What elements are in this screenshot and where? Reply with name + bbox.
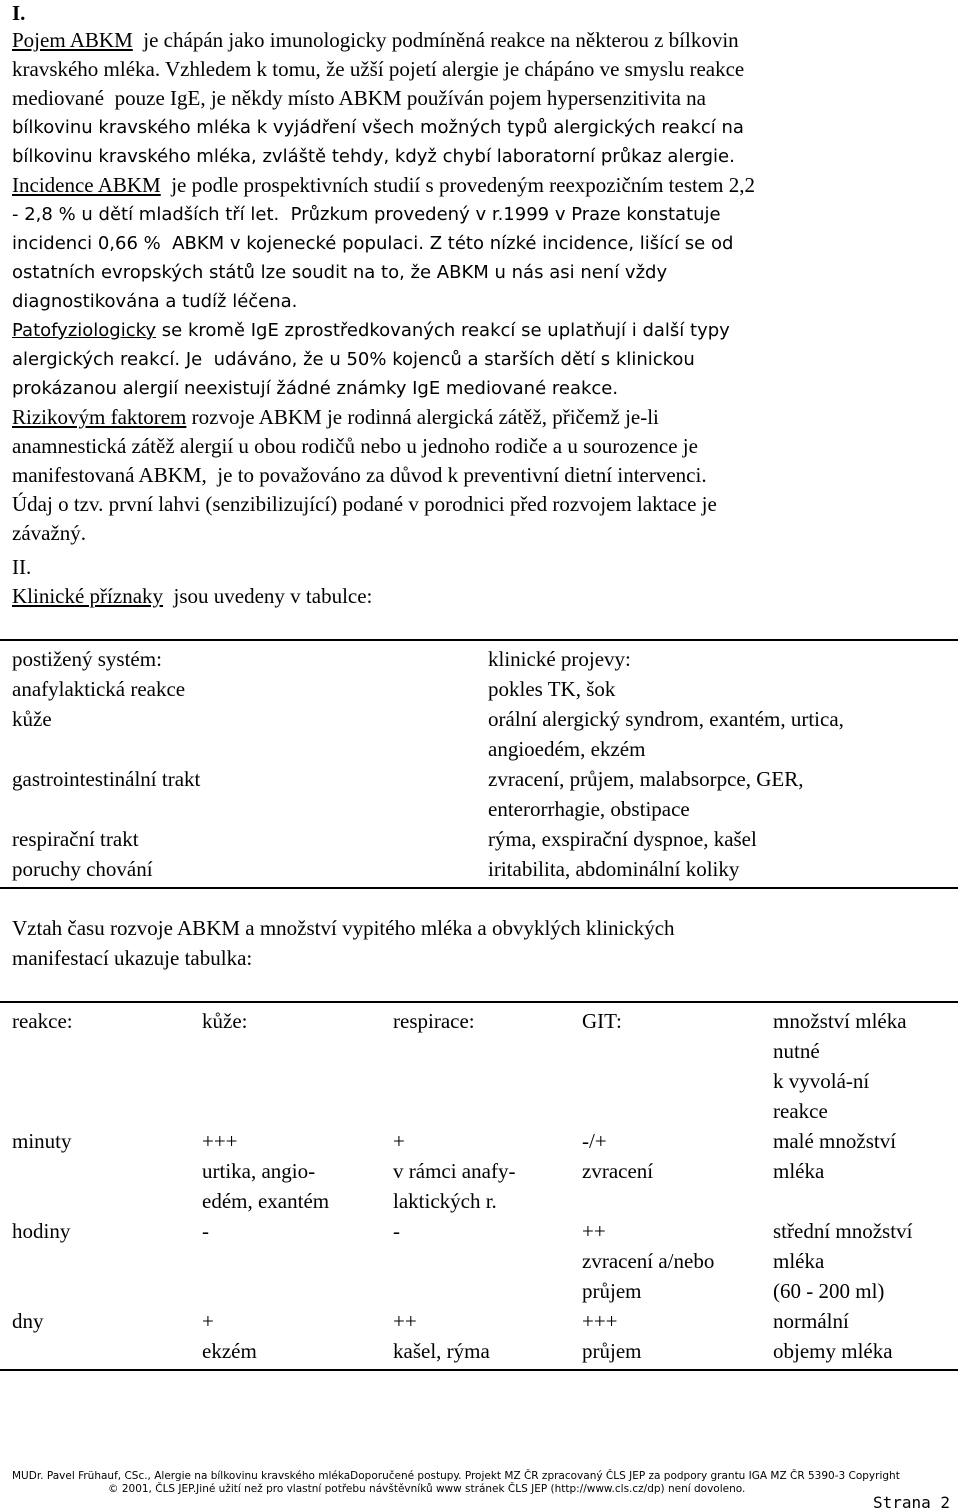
paragraph-line	[12, 490, 717, 519]
line-text: alergických reakcí. Je udáváno, že u 50% kojenců a starších dětí s klinickou	[12, 349, 695, 370]
line-text: se kromě IgE zprostředkovaných reakcí se uplatňují i další typy	[156, 320, 730, 341]
line-text: prokázanou alergií neexistují žádné známky IgE mediované reakce.	[12, 378, 619, 399]
table-cell: -/+ zvracení	[582, 1129, 654, 1183]
underlined-term: Incidence ABKM	[12, 173, 161, 197]
underlined-term: Rizikovým faktorem	[12, 405, 187, 429]
table-cell-system: respirační trakt	[12, 827, 139, 851]
table-cell: + v rámci anafy- laktických r.	[393, 1129, 516, 1213]
footer-line-2: © 2001, ČLS JEP.Jiné užití než pro vlastní potřebu návštěvníků www stránek ČLS JEP (http://www.cls.cz/dp) není dovoleno.	[108, 1483, 746, 1495]
paragraph-line	[12, 461, 707, 490]
line-text: závažný.	[12, 521, 87, 545]
line-text: - 2,8 % u dětí mladších tří let. Průzkum provedený v r.1999 v Praze konstatuje	[12, 204, 721, 225]
table-cell-system: kůže	[12, 707, 52, 731]
table-cell-symptoms: rýma, exspirační dyspnoe, kašel	[488, 827, 757, 851]
table-cell: +++ urtika, angio- edém, exantém	[202, 1129, 330, 1213]
table-cell-system: postižený systém:	[12, 647, 162, 671]
table-cell-system: poruchy chování	[12, 857, 153, 881]
timing-table	[0, 1001, 958, 1371]
table-cell: malé množství mléka	[773, 1129, 897, 1183]
table-cell: reakce:	[12, 1009, 73, 1033]
line-text: manifestovaná ABKM, je to považováno za důvod k preventivní dietní intervenci.	[12, 463, 707, 487]
line-text: je chápán jako imunologicky podmíněná reakce na některou z bílkovin	[132, 28, 739, 52]
paragraph-line	[12, 403, 659, 432]
table-cell-symptoms: orální alergický syndrom, exantém, urtica, angioedém, ekzém	[488, 707, 844, 761]
page-number: Strana 2	[872, 1493, 950, 1512]
paragraph-line	[12, 113, 744, 142]
line-text: ostatních evropských států lze soudit na to, že ABKM u nás asi není vždy	[12, 262, 668, 283]
paragraph-line	[12, 229, 733, 258]
table-cell: kůže:	[202, 1009, 248, 1033]
table-cell: GIT:	[582, 1009, 622, 1033]
line-text: bílkovinu kravského mléka k vyjádření všech možných typů alergických reakcí na	[12, 117, 744, 138]
table-cell: + ekzém	[202, 1309, 257, 1363]
table-cell: normální objemy mléka	[773, 1309, 893, 1363]
paragraph-line	[12, 26, 739, 55]
paragraph-line	[12, 519, 86, 548]
paragraph-line	[12, 142, 735, 171]
underlined-term: Pojem ABKM	[12, 28, 133, 52]
table-cell: ++ kašel, rýma	[393, 1309, 490, 1363]
line-text: kravského mléka. Vzhledem k tomu, že užší pojetí alergie je chápáno ve smyslu reakce	[12, 57, 745, 81]
klinicke-underlined: Klinické příznaky	[12, 584, 164, 608]
paragraph-line	[12, 432, 698, 461]
table-cell: množství mléka nutné k vyvolá-ní reakce	[773, 1009, 907, 1123]
line-text: rozvoje ABKM je rodinná alergická zátěž, přičemž je-li	[186, 405, 659, 429]
paragraph-line	[12, 258, 667, 287]
paragraph-line	[12, 84, 706, 113]
table-cell: dny	[12, 1309, 44, 1333]
line-text: incidenci 0,66 % ABKM v kojenecké populaci. Z této nízké incidence, lišící se od	[12, 233, 734, 254]
table-cell: střední množství mléka (60 - 200 ml)	[773, 1219, 913, 1303]
table-cell: -	[393, 1219, 400, 1243]
paragraph-line	[12, 200, 721, 229]
klinicke-text: jsou uvedeny v tabulce:	[163, 584, 373, 608]
footer-line-1: MUDr. Pavel Frühauf, CSc., Alergie na bílkovinu kravského mlékaDoporučené postupy. Projekt MZ ČR zpracovaný ČLS JEP za podpory grantu IGA MZ ČR 5390-3 Copyright	[12, 1470, 900, 1482]
vztah-line-1: Vztah času rozvoje ABKM a množství vypitého mléka a obvyklých klinických	[12, 916, 675, 940]
table-cell: +++ průjem	[582, 1309, 642, 1363]
line-text: anamnestická zátěž alergií u obou rodičů nebo u jednoho rodiče a u sourozence je	[12, 434, 698, 458]
paragraph-line	[12, 345, 695, 374]
table-cell: respirace:	[393, 1009, 475, 1033]
section-heading-2: II.	[12, 555, 32, 579]
line-text: diagnostikována a tudíž léčena.	[12, 291, 298, 312]
table-cell-symptoms: klinické projevy:	[488, 647, 631, 671]
table-cell-system: anafylaktická reakce	[12, 677, 186, 701]
table-cell: ++ zvracení a/nebo průjem	[582, 1219, 715, 1303]
vztah-line-2: manifestací ukazuje tabulka:	[12, 946, 253, 970]
paragraph-line	[12, 55, 744, 84]
table-cell: minuty	[12, 1129, 72, 1153]
symptoms-table	[0, 639, 958, 889]
paragraph-line	[12, 287, 297, 316]
underlined-term: Patofyziologicky	[12, 320, 157, 341]
klinicke-line	[12, 582, 372, 611]
paragraph-line	[12, 374, 618, 403]
line-text: je podle prospektivních studií s provedeným reexpozičním testem 2,2	[160, 173, 756, 197]
table-cell-symptoms: iritabilita, abdominální koliky	[488, 857, 740, 881]
line-text: mediované pouze IgE, je někdy místo ABKM používán pojem hypersenzitivita na	[12, 86, 707, 110]
table-cell-system: gastrointestinální trakt	[12, 767, 201, 791]
table-cell: hodiny	[12, 1219, 71, 1243]
paragraph-line	[12, 171, 755, 200]
paragraph-line	[12, 316, 730, 345]
table-cell-symptoms: pokles TK, šok	[488, 677, 616, 701]
line-text: bílkovinu kravského mléka, zvláště tehdy, když chybí laboratorní průkaz alergie.	[12, 146, 735, 167]
table-cell-symptoms: zvracení, průjem, malabsorpce, GER, enterorrhagie, obstipace	[488, 767, 804, 821]
section-heading-1: I.	[12, 1, 26, 25]
table-cell: -	[202, 1219, 209, 1243]
line-text: Údaj o tzv. první lahvi (senzibilizující) podané v porodnici před rozvojem laktace je	[12, 492, 717, 516]
